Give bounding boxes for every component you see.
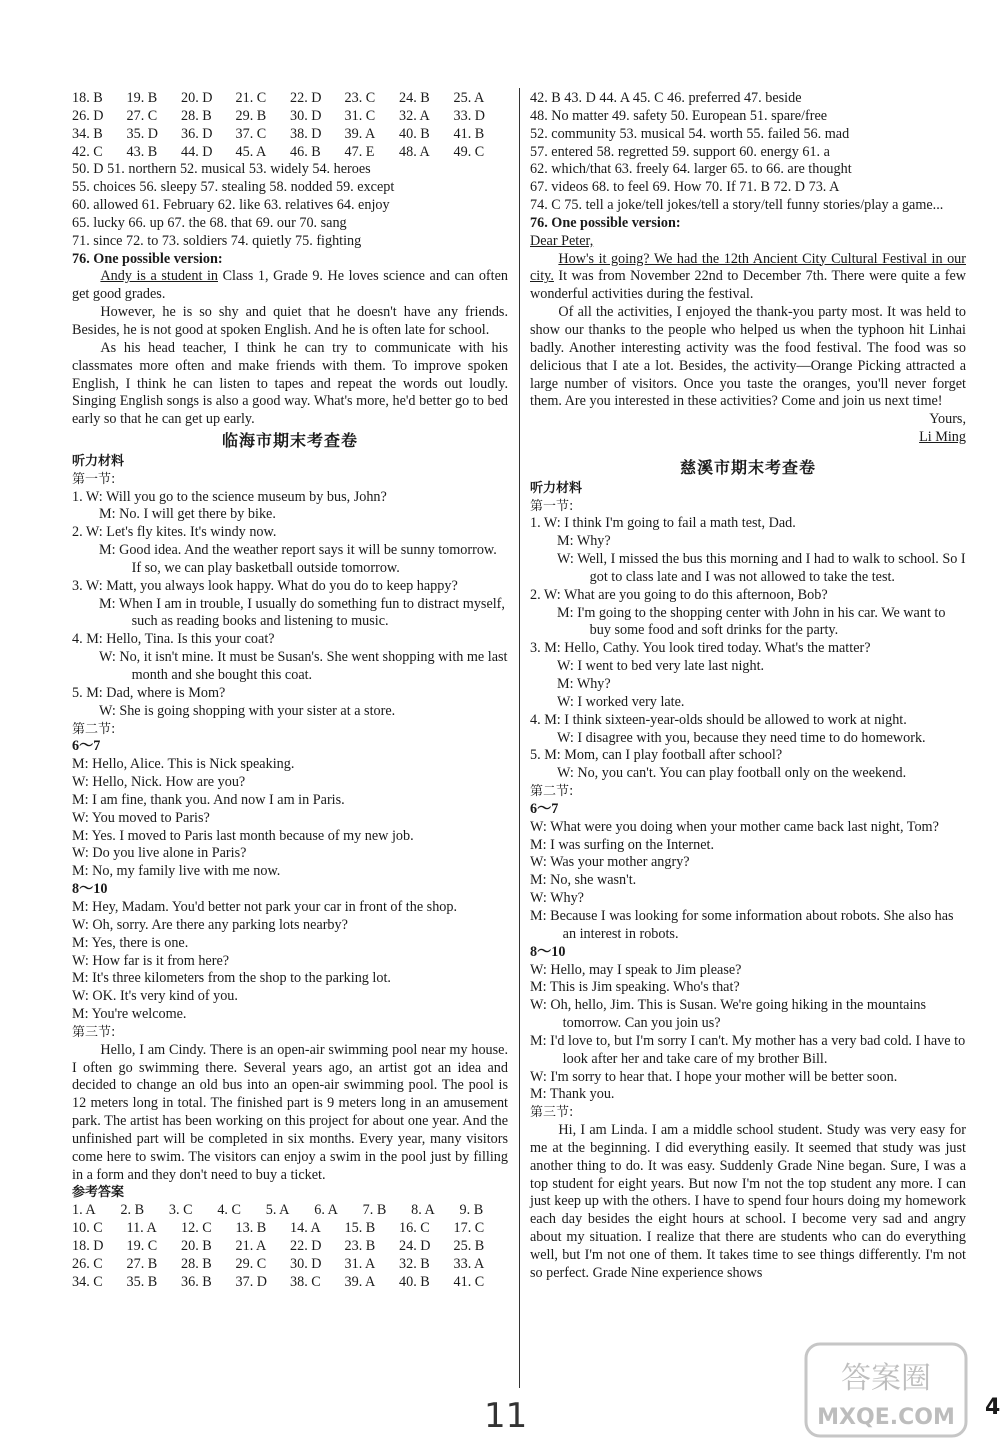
part-3-label: 第三节: [530,1105,574,1121]
answer-item: 17. C [453,1220,485,1237]
dialog-group-1 [72,756,508,881]
group-label: 6～7 [530,800,559,817]
answer-item: 38. D [290,125,322,142]
answer-item: 6. A [314,1202,338,1219]
part-2-label: 第二节: [530,784,574,800]
dialog-line: W: Oh, sorry. Are there any parking lots nearby? [72,916,348,933]
answer-item: 10. C [72,1220,103,1237]
part-2-label: 第二节: [72,721,116,737]
dialog-line: M: Because I was looking for some information about robots. She also has an interest in robots. [530,907,954,942]
dialog-line: 42. B 43. D 44. A 45. C 46. preferred 47. beside [530,90,802,106]
answer-item: 15. B [344,1220,376,1237]
dialogs-part-1 [72,489,508,721]
answer-item: 40. B [399,125,430,142]
dialog-line: M: No. I will get there by bike. [98,506,276,523]
part-3-label: 第三节: [72,1024,116,1040]
answer-item: 9. B [459,1202,484,1219]
letter-text: It was from November 22nd to December 7th. There were quite a few wonderful activities during the festival. [530,268,966,303]
dialogs-part-1 [530,515,966,783]
answer-item: 28. B [181,107,212,124]
dialog-line: M: You're welcome. [72,1006,187,1023]
listening-label: 听力材料 [530,480,583,496]
answer-item: 31. A [344,1255,376,1272]
dialog-line: 60. allowed 61. February 62. like 63. relatives 64. enjoy [72,197,390,214]
corner-page-digit: 4 [985,1395,1000,1420]
answer-item: 22. D [290,1238,322,1254]
dialog-line: 5. M: Dad, where is Mom? [72,684,226,701]
dialog-line: 57. entered 58. regretted 59. support 60. energy 61. a [530,143,830,160]
dialog-line: M: Yes, there is one. [72,934,189,951]
dialog-line: W: No, you can't. You can play football only on the weekend. [556,765,907,782]
dialog-line: M: I am fine, thank you. And now I am in Paris. [72,791,345,808]
answer-item: 32. B [399,1255,430,1272]
answer-item: 36. B [181,1273,212,1290]
dialog-line: 55. choices 56. sleepy 57. stealing 58. nodded 59. except [72,179,395,196]
answer-item: 24. B [399,90,430,106]
page-number: 11 [484,1396,528,1436]
answer-item: 35. B [126,1273,158,1290]
dialog-line: W: Why? [530,890,584,907]
answer-item: 29. C [235,1255,267,1272]
group-label: 8～10 [530,943,566,960]
dialog-line: 3. W: Matt, you always look happy. What do you do to keep happy? [72,577,458,594]
answer-item: 19. C [126,1238,158,1254]
dialog-line: M: No, she wasn't. [530,872,637,889]
dialog-line: W: I worked very late. [556,693,685,710]
answer-item: 21. A [235,1238,267,1254]
dialog-line: W: What were you doing when your mother came back last night, Tom? [530,818,939,835]
answer-item: 26. D [72,107,104,124]
answer-item: 16. C [399,1220,430,1237]
answer-grid-top [72,90,508,161]
answer-row [72,1274,508,1292]
letter-paragraph-1 [530,251,966,305]
answer-item: 49. C [453,143,485,160]
answer-item: 41. C [453,1273,485,1290]
dialog-line: 3. M: Hello, Cathy. You look tired today. What's the matter? [530,640,871,657]
dialog-line: W: She is going shopping with your sister at a store. [98,702,396,719]
dialog-line: M: Yes. I moved to Paris last month because of my new job. [72,827,414,844]
letter-salutation: Dear Peter, [530,232,594,249]
answer-grid-bottom [72,1202,508,1291]
dialog-line: M: Why? [556,533,611,550]
answer-row [72,1220,508,1238]
answer-item: 23. C [344,90,376,106]
part-1-label: 第一节: [530,498,574,514]
essay-paragraph-2: However, he is so shy and quiet that he doesn't have any friends. Besides, he is not good at spoken English. And he is often late for school. [72,304,508,338]
answer-row [72,1202,508,1220]
dialog-line: M: Hey, Madam. You'd better not park your car in front of the shop. [72,898,458,915]
answer-item: 27. B [126,1255,158,1272]
answer-item: 4. C [217,1202,241,1219]
dialog-line: W: Do you live alone in Paris? [72,845,247,862]
dialog-line: M: This is Jim speaking. Who's that? [530,979,740,996]
essay-paragraph-1 [72,268,508,304]
essay-underlined: Andy is a student in [100,268,218,285]
svg-text:答案圈: 答案圈 [841,1361,931,1396]
listening-passage: Hello, I am Cindy. There is an open-air swimming pool near my house. I often go swimming there. Several years ago, an artist got an idea and decided to change an old bus into an open-air swimming pool. The pool is 12 meters long in total. The finished part is 9 meters long in an amusement park. The artist has been working on this project for about one year. And the unfinished part will be completed in six months. Every year, many visitors come here to swim. The visitors can enjoy a swim in the pool just by filling in a form and they don't need to buy a ticket. [72,1041,508,1183]
dialog-line: W: I disagree with you, because they need time to do homework. [556,729,926,746]
dialog-line: W: No, it isn't mine. It must be Susan's. She went shopping with me last month and she bought this coat. [98,649,508,683]
dialog-line: M: When I am in trouble, I usually do something fun to distract myself, such as reading books and listening to music. [98,595,505,630]
answer-list-free [72,161,508,250]
dialog-line: 50. D 51. northern 52. musical 53. widely 54. heroes [72,161,371,178]
dialog-line: 48. No matter 49. safety 50. European 51. spare/free [530,107,828,124]
answer-item: 14. A [290,1220,321,1237]
svg-text:MXQE.COM: MXQE.COM [817,1405,955,1430]
essay-paragraph-3: As his head teacher, I think he can try to communicate with his classmates more often and make friends with them. To improve spoken English, I think he can listen to tapes and repeat the words out loudly. Singing English songs is also a good way. What's more, he'd better go to bed early so that he can get up early. [72,339,508,428]
answer-item: 38. C [290,1273,321,1290]
answer-item: 34. C [72,1273,103,1290]
dialog-line: W: Hello, Nick. How are you? [72,774,246,791]
column-divider [519,88,520,1388]
answer-item: 1. A [72,1202,96,1219]
section-title: 慈溪市期末考查卷 [679,457,816,477]
group-label: 8～10 [72,881,108,898]
version-label: 76. One possible version: [530,214,681,231]
dialog-line: M: I'm going to the shopping center with John in his car. We want to buy some food and soft drinks for the party. [556,604,946,639]
dialog-line: 71. since 72. to 73. soldiers 74. quietly 75. fighting [72,232,362,249]
answer-item: 42. C [72,143,103,160]
dialog-line: 2. W: Let's fly kites. It's windy now. [72,524,277,541]
answer-item: 36. D [181,125,213,142]
answer-item: 39. A [344,1273,376,1290]
answer-item: 39. A [344,125,376,142]
left-column [72,90,508,1292]
dialog-group-2 [530,962,966,1105]
dialog-line: W: Oh, hello, Jim. This is Susan. We're going hiking in the mountains tomorrow. Can you join us? [530,997,927,1032]
section-title: 临海市期末考查卷 [221,431,358,451]
answer-item: 13. B [235,1220,267,1237]
dialog-line: 5. M: Mom, can I play football after school? [530,747,783,764]
dialog-line: 1. W: I think I'm going to fail a math test, Dad. [530,515,796,532]
dialog-line: M: Hello, Alice. This is Nick speaking. [72,756,295,773]
dialog-line: W: Was your mother angry? [530,854,690,871]
answer-item: 25. A [453,90,485,106]
answer-item: 24. D [399,1238,431,1254]
answer-row [72,126,508,144]
answer-item: 21. C [235,90,267,106]
answer-item: 45. A [235,143,267,160]
dialog-line: 65. lucky 66. up 67. the 68. that 69. our 70. sang [72,214,347,231]
answer-item: 27. C [126,107,158,124]
dialog-line: 4. M: I think sixteen-year-olds should be allowed to work at night. [530,711,907,728]
dialog-line: 67. videos 68. to feel 69. How 70. If 71. B 72. D 73. A [530,179,840,196]
listening-passage: Hi, I am Linda. I am a middle school student. Study was very easy for me at the beginning. I did everything easily. It seemed that study was just another thing to do. It was easy. Suddenly Grade Nine began. Sure, I was a top student for eight years. But now I'm not the top student any more. I can just keep up with the others. I have to spend four hours doing my homework each day besides the eight hours at school. I become very sad and angry about my situation. I realize that there are students who can do everything well, but I'm not one of them. It takes time to see things differently. I'm not so perfect. Grade Nine experience shows [530,1122,966,1281]
answer-item: 34. B [72,125,103,142]
answer-item: 30. D [290,1255,322,1272]
dialog-line: M: No, my family live with me now. [72,863,281,880]
answer-item: 47. E [344,143,375,160]
answer-item: 5. A [265,1202,290,1219]
letter-closing: Yours, [929,411,966,428]
answer-item: 40. B [399,1273,430,1290]
answer-item: 46. B [290,143,321,160]
answer-row [72,1256,508,1274]
dialog-line: M: Why? [556,676,611,692]
dialog-line: 74. C 75. tell a joke/tell jokes/tell a story/tell funny stories/play a game... [530,197,944,214]
answer-item: 37. C [235,125,267,142]
dialog-line: W: Well, I missed the bus this morning and I had to walk to school. So I got to class late and I was not allowed to take the test. [556,551,966,585]
dialog-line: W: OK. It's very kind of you. [72,988,238,1005]
answer-item: 19. B [126,90,158,106]
answer-item: 20. D [181,90,213,106]
listening-label: 听力材料 [72,453,125,469]
watermark-logo [802,1340,970,1440]
dialog-line: W: I'm sorry to hear that. I hope your mother will be better soon. [530,1068,898,1085]
answer-item: 33. D [453,107,486,124]
answer-item: 33. A [453,1255,485,1272]
answer-item: 20. B [181,1238,212,1254]
answer-item: 23. B [344,1238,376,1254]
dialog-line: 4. M: Hello, Tina. Is this your coat? [72,631,275,648]
dialog-group-1 [530,819,966,944]
answer-item: 28. B [181,1255,212,1272]
answer-item: 12. C [181,1220,212,1237]
letter-paragraph-2: Of all the activities, I enjoyed the thank-you party most. It was held to show our thanks to the people who helped us when the typhoon hit Linhai badly. Another interesting activity was the food festival. The food was so delicious that I ate a lot. Besides, the activity—Orange Picking attracted a large number of visitors. Once you taste the oranges, you'll never forget them. Are you interested in these activities? Come and join us next time! [530,304,966,410]
answer-item: 18. D [72,1238,104,1254]
answer-item: 43. B [126,143,158,160]
letter-signature: Li Ming [919,429,966,446]
answer-item: 41. B [453,125,485,142]
answer-item: 44. D [181,143,213,160]
answer-item: 29. B [235,107,267,124]
dialog-line: 1. W: Will you go to the science museum by bus, John? [72,488,387,505]
answer-row [72,1238,508,1256]
answer-item: 8. A [411,1202,435,1219]
answer-item: 31. C [344,107,376,124]
part-1-label: 第一节: [72,471,116,487]
answer-row [72,90,508,108]
answer-item: 48. A [399,143,430,160]
version-label: 76. One possible version: [72,250,223,267]
answer-item: 7. B [362,1202,387,1219]
right-column [530,90,966,1283]
letter-underlined: How's it going? We had the 12th Ancient City Cultural Festival in our city. [530,250,966,285]
answer-row [72,108,508,126]
dialog-line: W: I went to bed very late last night. [556,658,765,675]
answer-item: 3. C [168,1202,193,1219]
answer-item: 25. B [453,1238,485,1254]
dialog-line: 62. which/that 63. freely 64. larger 65. to 66. are thought [530,161,852,178]
dialog-line: W: How far is it from here? [72,952,230,969]
answer-item: 2. B [120,1202,145,1219]
dialog-line: M: I was surfing on the Internet. [530,836,715,853]
answer-key-label: 参考答案 [72,1185,125,1201]
answer-item: 35. D [126,125,159,142]
answer-item: 11. A [126,1220,157,1237]
answer-item: 30. D [290,107,322,124]
dialog-line: M: I'd love to, but I'm sorry I can't. My mother has a very bad cold. I have to look after her and take care of my brother Bill. [530,1032,966,1067]
answer-item: 18. B [72,90,103,106]
dialog-line: M: Thank you. [530,1086,615,1103]
dialog-line: W: Hello, may I speak to Jim please? [530,961,742,978]
answer-item: 37. D [235,1273,268,1290]
answer-item: 32. A [399,107,430,124]
answer-item: 22. D [290,90,322,106]
answer-row [72,144,508,162]
answer-list-free [530,90,966,215]
dialog-line: M: Good idea. And the weather report says it will be sunny tomorrow. If so, we can play basketball outside tomorrow. [98,542,497,576]
answer-item: 26. C [72,1255,103,1272]
dialog-line: 2. W: What are you going to do this afternoon, Bob? [530,586,828,603]
essay-text: Class 1, Grade 9. He loves science and can often get good grades. [72,268,508,303]
dialog-line: W: You moved to Paris? [72,809,210,826]
dialog-group-2 [72,899,508,1024]
group-label: 6～7 [72,738,101,755]
dialog-line: M: It's three kilometers from the shop to the parking lot. [72,970,391,987]
dialog-line: 52. community 53. musical 54. worth 55. failed 56. mad [530,125,850,142]
